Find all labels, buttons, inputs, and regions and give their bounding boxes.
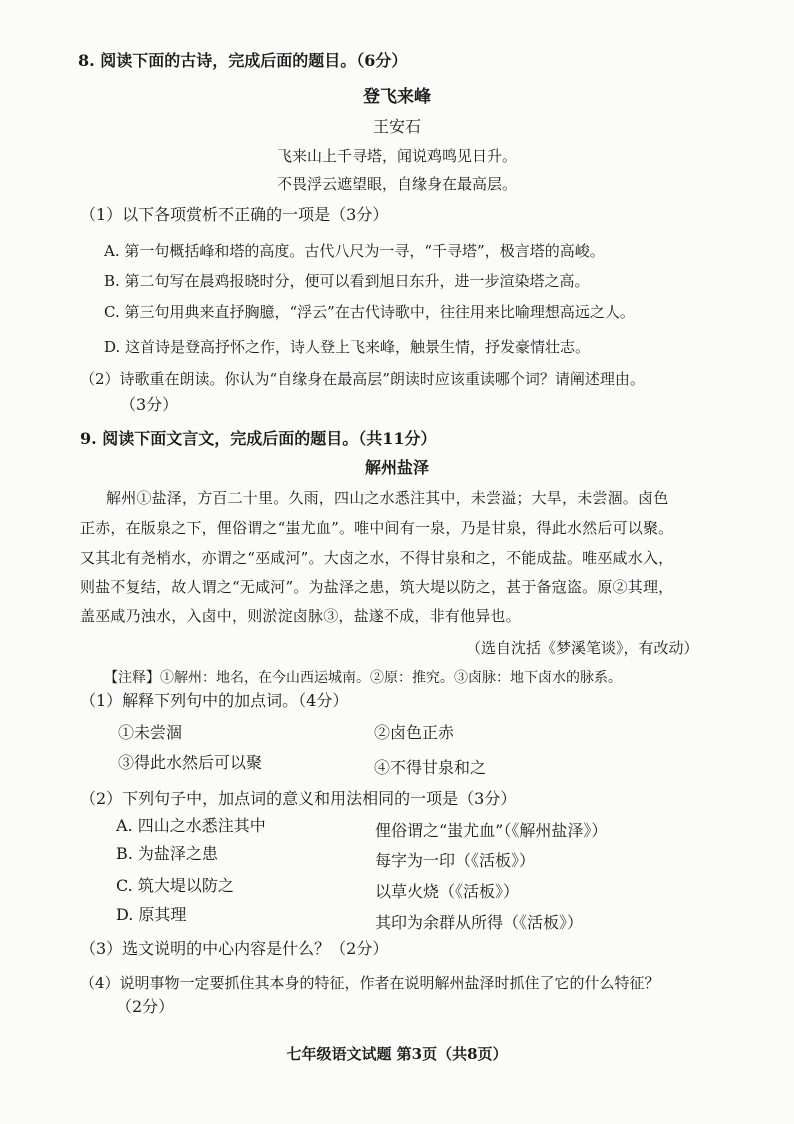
word-item: ③得此水然后可以聚 xyxy=(118,753,263,772)
q9-sub4: （4）说明事物一定要抓住其本身的特征，作者在说明解州盐泽时抓住了它的什么特征？ xyxy=(80,974,660,992)
pair-right: 以草火烧（《活板》） xyxy=(375,882,520,901)
page-footer: 七年级语文试题 第3页（共8页） xyxy=(286,1045,508,1063)
pair-right: 俚俗谓之“蚩尤血”（《解州盐泽》） xyxy=(375,821,608,840)
pair-left: C. 筑大堤以防之 xyxy=(116,876,234,895)
q9-sub4-points: （2分） xyxy=(116,997,175,1016)
q8-heading: 8. 阅读下面的古诗，完成后面的题目。（6分） xyxy=(78,51,408,70)
word-item: ①未尝涸 xyxy=(118,723,183,742)
word-item: ②卤色正赤 xyxy=(374,723,455,742)
q8-sub2: （2）诗歌重在朗读。你认为“自缘身在最高层”朗读时应该重读哪个词？请阐述理由。 xyxy=(80,370,645,388)
text-line: 解州①盐泽，方百二十里。久雨，四山之水悉注其中，未尝溢；大旱，未尝涸。卤色 xyxy=(106,489,669,507)
q9-heading: 9. 阅读下面文言文，完成后面的题目。（共11分） xyxy=(80,429,437,448)
text-title: 解州盐泽 xyxy=(364,458,429,477)
q8-sub2-points: （3分） xyxy=(120,395,179,414)
poem-title: 登飞来峰 xyxy=(363,87,431,107)
text-note: 【注释】①解州：地名，在今山西运城南。②原：推究。③卤脉：地下卤水的脉系。 xyxy=(104,670,622,686)
text-line: 正赤，在版泉之下，俚俗谓之“蚩尤血”。唯中间有一泉，乃是甘泉，得此水然后可以聚。 xyxy=(80,519,674,537)
pair-left: A. 四山之水悉注其中 xyxy=(116,816,266,835)
poem-line: 飞来山上千寻塔，闻说鸡鸣见日升。 xyxy=(276,147,517,165)
pair-right: 每字为一印（《活板》） xyxy=(375,851,536,870)
text-line: 又其北有尧梢水，亦谓之“巫咸河”。大卤之水，不得甘泉和之，不能成盐。唯巫咸水入， xyxy=(80,549,674,567)
q8-option-d: D. 这首诗是登高抒怀之作，诗人登上飞来峰，触景生情，抒发豪情壮志。 xyxy=(104,338,591,356)
q8-sub1: （1）以下各项赏析不正确的一项是（3分） xyxy=(80,205,389,224)
poem-line: 不畏浮云遮望眼，自缘身在最高层。 xyxy=(276,175,517,193)
pair-left: D. 原其理 xyxy=(116,905,187,924)
q9-sub2: （2）下列句子中，加点词的意义和用法相同的一项是（3分） xyxy=(80,789,517,808)
pair-left: B. 为盐泽之患 xyxy=(116,844,218,863)
pair-right: 其印为余群从所得（《活板》） xyxy=(375,913,584,932)
word-item: ④不得甘泉和之 xyxy=(374,758,487,777)
q8-option-c: C. 第三句用典来直抒胸臆，“浮云”在古代诗歌中，往往用来比喻理想高远之人。 xyxy=(104,303,635,321)
text-line: 则盐不复结，故人谓之“无咸河”。为盐泽之患，筑大堤以防之，甚于备寇盗。原②其理， xyxy=(80,578,674,596)
text-source: （选自沈括《梦溪笔谈》，有改动） xyxy=(466,639,699,657)
text-line: 盖巫咸乃浊水，入卤中，则淤淀卤脉③，盐遂不成，非有他异也。 xyxy=(80,607,521,625)
q8-option-b: B. 第二句写在晨鸡报晓时分，便可以看到旭日东升，进一步渲染塔之高。 xyxy=(104,272,590,290)
q8-option-a: A. 第一句概括峰和塔的高度。古代八尺为一寻，“千寻塔”，极言塔的高峻。 xyxy=(104,242,605,260)
q9-sub3: （3）选文说明的中心内容是什么？（2分） xyxy=(80,939,389,958)
poem-author: 王安石 xyxy=(372,117,421,136)
q9-sub1: （1）解释下列句中的加点词。（4分） xyxy=(80,691,349,710)
